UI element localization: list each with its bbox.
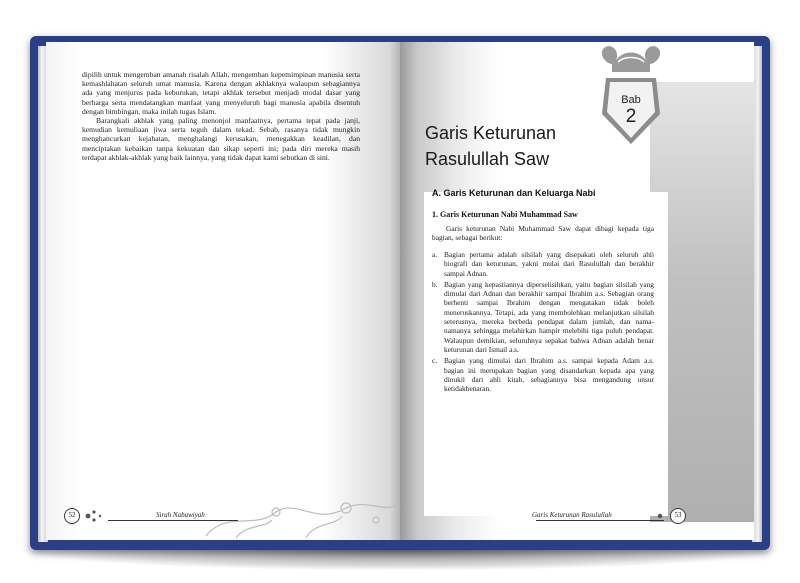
list-text: Bagian yang kepastiannya diperselisihkan, yaitu bagian silsilah yang dimulai dari Adnan dan berakhir sampai Ibrahim a.s. Sebagian orang berhenti sampai Ibrahim dengan mengatakan tidak boleh meneruskannya. Tetapi, ada yang membolehkan melanjutkan silsilah seterusnya, mereka berbeda pendapat dalam jumlah, dan nama-namanya sehingga melahirkan hampir melebihi tiga puluh pendapat. Walaupun demikian, seluruhnya sepakat bahwa Adnan adalah benar keturunan dari Ismail a.s. (444, 279, 654, 354)
list-item (432, 280, 654, 354)
left-paragraph-2: Barangkali akhlak yang paling menonjol manfaatnya, pertama tepat pada janji, kemudian kemuliaan jiwa serta teguh dalam tekad. Sebab, rasanya tidak mungkin menghancurkan kejahatan, menghalangi kerusakan, menegakkan keadilan, dan menciptakan kebaikan tanpa kekuatan dan sikap seperti ini; pada diri mereka masih terdapat akhlak-akhlak yang baik lainnya, yang tidak dapat kami sebutkan di sini. (82, 116, 360, 162)
right-page (400, 42, 754, 540)
list-marker: a. (432, 250, 438, 259)
list-text: Bagian yang dimulai dari Ibrahim a.s. sampai kepada Adam a.s. bagian ini merupakan bagian yang disandarkan kepada apa yang dinukil dari ahli kitab, sebagiannya bisa mengandung unsur ketidakbenaran. (444, 356, 654, 394)
right-flourish-icon (654, 508, 666, 524)
right-running-title: Garis Keturunan Rasulullah (532, 511, 612, 519)
left-page (46, 42, 400, 540)
list-text: Bagian pertama adalah silsilah yang disepakati oleh seluruh ahli biografi dan keturunan, yakni mulai dari Rasulullah dan berakhir sampai Adnan. (444, 250, 654, 278)
lineage-list (432, 250, 654, 395)
list-marker: c. (432, 356, 438, 366)
left-floral-ornament-icon (196, 490, 400, 540)
chapter-number: 2 (625, 106, 637, 127)
left-running-title: Sirah Nabawiyah (156, 511, 205, 519)
list-marker: b. (432, 279, 438, 289)
left-flourish-icon (82, 508, 106, 524)
left-body-text (82, 70, 360, 162)
sub-heading: 1. Garis Keturunan Nabi Muhammad Saw (432, 210, 578, 219)
intro-paragraph: Garis keturunan Nabi Muhammad Saw dapat dibagi kepada tiga bagian, sebagai berikut: (432, 224, 654, 243)
chapter-title (425, 120, 635, 172)
left-footer-rule (108, 520, 238, 521)
left-page-number: 52 (64, 508, 80, 524)
right-footer-rule (536, 520, 664, 521)
chapter-title-line2: Rasulullah Saw (425, 149, 550, 169)
chapter-title-line1: Garis Keturunan (425, 123, 557, 143)
section-heading: A. Garis Keturunan dan Keluarga Nabi (432, 188, 596, 198)
left-paragraph-1: dipilih untuk mengemban amanah risalah Allah, mengemban kepemimpinan manusia serta kemashlahatan seluruh umat manusia. Karena dengan akhlaknya walaupun sebagiannya ada yang menjurus pada keburukan, tetapi akhlak tersebut menjadi modal dasar yang berharga serta mendatangkan manfaat yang menyeluruh bagi manusia apabila disentuh dengan bimbingan, maka inilah tugas Islam. (82, 70, 360, 116)
list-item (432, 250, 654, 278)
right-page-number: 53 (670, 508, 686, 524)
chapter-label: Bab (621, 94, 641, 106)
list-item (432, 356, 654, 393)
